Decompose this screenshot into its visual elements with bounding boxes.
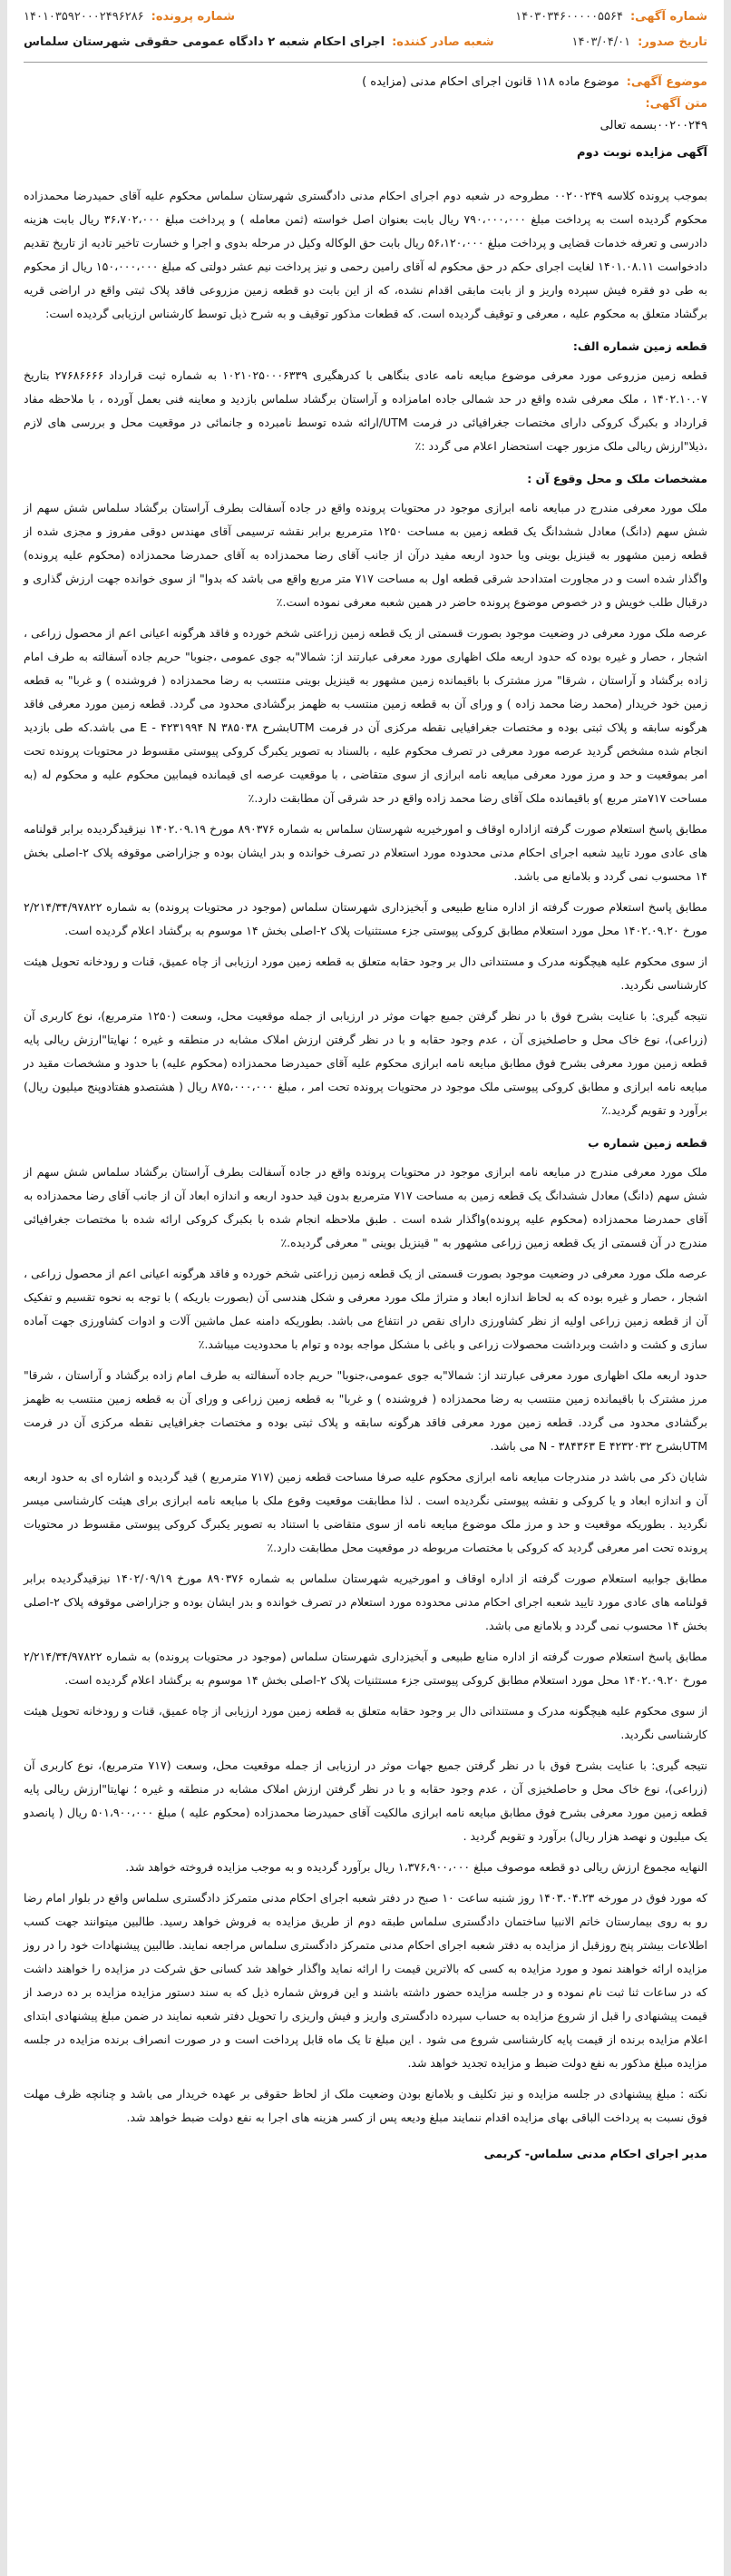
notice-text-label-row — [24, 93, 707, 115]
body-paragraph-note: نکته : مبلغ پیشنهادی در جلسه مزایده و نیز تکلیف و بلامانع بودن وضعیت ملک از لحاظ حقوقی بر عهده خریدار می باشد و چنانچه ظرف مهلت فوق نسبت به پرداخت الباقی بهای مزایده اقدام ننمایند مبلغ ودیعه پس از کسر هزینه های اجرا به نفع دولت ضبط خواهد شد. — [24, 2087, 707, 2124]
case-number-label: شماره پرونده: — [151, 10, 236, 24]
notice-subject-value: موضوع ماده ۱۱۸ قانون اجرای احکام مدنی (مزایده ) — [362, 75, 619, 89]
body-paragraph-plot-b-location: ملک مورد معرفی مندرج در مبایعه نامه ابرازی موجود در محتویات پرونده واقع در جاده آسفالت بطرف آراستان برگشاد سلماس شش سهم از شش سهم (دانگ) معادل ششدانگ یک قطعه زمین به مساحت ۷۱۷ مترمربع بدون قید حدود اربعه و اندازه ابعاد آن از جانب آقای رضا محمدزاده به آقای حمدرضا محمدزاده (محکوم علیه پرونده)واگذار شده است . طبق ملاحظه انجام شده با بکبرگ کروکی ارائه شده با مختصات جغرافیائی مندرج در آن قسمتی از یک قطعه زمین زراعی مشهور به " قینزیل بوینی " معرفی گردیده.٪ — [24, 1165, 707, 1249]
notice-subject-label: موضوع آگهی: — [626, 75, 707, 89]
body-paragraph-plot-a-summary: قطعه زمین مزروعی مورد معرفی موضوع مبایعه نامه عادی بنگاهی با کدرهگیری ۱۰۲۱۰۲۵۰۰۰۶۳۳۹ به شماره ثبت قرارداد ۲۷۶۸۶۶۶۶ بتاریخ ۱۴۰۲.۱۰.۰۷ ، ملک معرفی شده واقع در حد شمالی جاده امامزاده و آراستان برگشاد سلماس بازدید و معاینه فنی بعمل آورده ، با ملاحظه مفاد قرارداد و بکبرگ کروکی دارای مختصات جغرافیائی در فرمت UTM/ارائه شده توسط نامبرده و جانمائی در موقعیت محل و بررسی های لازم ،ذیلا"ارزش ریالی ملک مزبور جهت استحضار اعلام می گردد :٪ — [24, 368, 707, 453]
body-paragraph-intro: بموجب پرونده کلاسه ۰۰۲۰۰۲۴۹ مطروحه در شعبه دوم اجرای احکام مدنی دادگستری شهرستان سلماس محکوم علیه آقای حمیدرضا محمدزاده محکوم گردیده است به پرداخت مبلغ ۷۹۰،۰۰۰،۰۰۰ ریال بابت بعنوان اصل خواسته (ثمن معامله ) و پرداخت مبلغ ۳۶،۷۰۲،۰۰۰ ریال بابت هزینه دادرسی و تعرفه خدمات قضایی و پرداخت مبلغ ۵۶،۱۲۰،۰۰۰ ریال بابت حق الوکاله وکیل در مرحله بدوی و اجرا و خسارت تاخیر تادیه از تاریخ تقدیم دادخواست ۱۴۰۱.۰۸.۱۱ لغایت اجرای حکم در حق محکوم له آقای رامین رحمی و نیز پرداخت نیم عشر دولتی که مبلغ ۱۵۰،۰۰۰،۰۰۰ ریال از محکوم به طی دو فقره فیش سپرده واریز و از بابت مابقی اقدام نشده، که از این بابت دو قطعه زمین مزروعی فاقد پلاک ثبتی واقع در اراضی قریه برگشاد متعلق به محکوم علیه ، معرفی و توقیف گردیده است. که قطعات مذکور توقیف و به شرح ذیل توسط کارشناس ارزیابی گردیده است: — [24, 189, 708, 320]
notice-sheet — [7, 0, 724, 2576]
notice-reference — [24, 115, 707, 137]
case-number-value: ۱۴۰۱۰۳۵۹۲۰۰۰۲۴۹۶۲۸۶ — [24, 10, 144, 24]
body-paragraph-plot-b-conclusion: نتیجه گیری: با عنایت بشرح فوق با در نظر گرفتن جمیع جهات موثر در ارزیابی از جمله موقعیت محل، وسعت (۷۱۷ مترمربع)، نوع کاربری آن (زراعی)، نوع خاک محل و حاصلخیزی آن ، عدم وجود حقابه و با در نظر گرفتن ارزش املاک مشابه در منطقه و غیره ؛ نهایتا"ارزش ریالی پایه قطعه زمین مورد معرفی بشرح فوق مطابق مبایعه نامه ابرازی مالکیت آقای حمیدرضا محمدزاده (محکوم علیه ) مبلغ ۵۰۱،۹۰۰،۰۰۰ ریال ( پانصدو یک میلیون و نهصد هزار ریال) برآورد و تقویم گردید . — [24, 1758, 707, 1843]
body-paragraph-plot-a-endowment: مطابق پاسخ استعلام صورت گرفته ازاداره اوقاف و امورخیریه شهرستان سلماس به شماره ۸۹۰۳۷۶ مورخ ۱۴۰۲.۰۹.۱۹ نیزقیدگردیده برابر قولنامه های عادی مورد تایید شعبه اجرای احکام مدنی محدوده مورد استعلام در تصرف خوانده و بدر ایشان بوده و جزاراضی موقوفه پلاک ۲-اصلی بخش ۱۴ محسوب نمی گردد و بلامانع می باشد. — [24, 822, 707, 883]
body-paragraph-plot-b-natural-resources: مطابق پاسخ استعلام صورت گرفته از اداره منابع طبیعی و آبخیزداری شهرستان سلماس (موجود در محتویات پرونده) به شماره ۲/۲۱۴/۳۴/۹۷۸۲۲ مورخ ۱۴۰۲.۰۹.۲۰ محل مورد استعلام مطابق کروکی پیوستی جزء مستثنیات پلاک ۲-اصلی بخش ۱۴ موسوم به برگشاد اعلام گردیده است. — [24, 1650, 707, 1687]
body-paragraph-plot-a-natural-resources: مطابق پاسخ استعلام صورت گرفته از اداره منابع طبیعی و آبخیزداری شهرستان سلماس (موجود در محتویات پرونده) به شماره ۲/۲۱۴/۳۴/۹۷۸۲۲ مورخ ۱۴۰۲.۰۹.۲۰ محل مورد استعلام مطابق کروکی پیوستی جزء مستثنیات پلاک ۲-اصلی بخش ۱۴ موسوم به برگشاد اعلام گردیده است. — [24, 900, 707, 937]
notice-text-label: متن آگهی: — [645, 97, 707, 111]
notice-number-value: ۱۴۰۳۰۳۴۶۰۰۰۰۰۵۵۶۴ — [515, 10, 623, 24]
body-paragraph-plot-b-boundaries: حدود اربعه ملک اظهاری مورد معرفی عبارتند از: شمالا"به جوی عمومی،جنوبا" حریم جاده آسفالته به طرف امام زاده برگشاد و آراستان ، شرقا" مرز مشترک با باقیمانده زمین منتسب به رضا محمدزاده ( فروشنده ) و غربا" به قطعه زمین زراعی و ورای آن به قطعه زمین منتسب به ظهمز برگشادی محدود می گردد. قطعه زمین مورد معرفی فاقد هرگونه سابقه و پلاک ثبتی بوده و مختصات جغرافیایی نقطه مرکزی آن در فرمت UTMبشرح ۴۲۳۲۰۳۲ N - ۳۸۴۳۶۳ E می باشد. — [24, 1368, 707, 1453]
body-paragraph-plot-b-note: شایان ذکر می باشد در مندرجات مبایعه نامه ابرازی محکوم علیه صرفا مساحت قطعه زمین (۷۱۷ مترمربع ) قید گردیده و اشاره ای به حدود اربعه آن و اندازه ابعاد و یا کروکی و نقشه پیوستی نگردیده است . لذا مطابقت موقعیت وقوع ملک با مبایعه نامه ابرازی برای هیئت کارشناسی میسر نگردید . بطوریکه موقعیت و حد و مرز ملک موضوع مبایعه نامه از سوی متقاضی با استناد به تصویر یکبرگ کروکی پیوستی مقسوط در محتویات پرونده تحت امر معرفی گردید که کروکی با مختصات مربوطه در موقعیت محل مطابقت دارد.٪ — [24, 1470, 708, 1554]
body-paragraph-plot-b-endowment: مطابق جوابیه استعلام صورت گرفته از اداره اوقاف و امورخیریه شهرستان سلماس به شماره ۸۹۰۳۷۶ مورخ ۱۴۰۲/۰۹/۱۹ نیزقیدگردیده برابر قولنامه های عادی مورد تایید شعبه اجرای احکام مدنی محدوده مورد استعلام در تصرف خوانده و بدر ایشان بوده و جزاراضی موقوفه پلاک ۲-اصلی بخش ۱۴ محسوب نمی گردد و بلامانع می باشد. — [24, 1572, 707, 1632]
notice-number-label: شماره آگهی: — [629, 10, 707, 24]
issue-date-value: ۱۴۰۳/۰۴/۰۱ — [571, 35, 631, 49]
body-paragraph-plot-a-conclusion: نتیجه گیری: با عنایت بشرح فوق با در نظر گرفتن جمیع جهات موثر در ارزیابی از جمله موقعیت محل، وسعت (۱۲۵۰ مترمربع)، نوع کاربری آن (زراعی)، نوع خاک محل و حاصلخیزی آن ، عدم وجود حقابه و با در نظر گرفتن ارزش املاک مشابه در منطقه و غیره ؛ نهایتا"ارزش ریالی پایه قطعه زمین مورد معرفی بشرح فوق مطابق مبایعه نامه ابرازی محکوم علیه آقای حمیدرضا محمدزاده (محکوم علیه) با حدود و مشخصات مقید در مبایعه نامه ابرازی و مطابق کروکی پیوستی ملک موجود در محتویات پرونده تحت امر ، مبلغ ۸۷۵،۰۰۰،۰۰۰ ریال ( هشتصدو هفتادوپنج میلیون ریال) برآورد و تقویم گردید.٪ — [24, 1009, 707, 1117]
issuing-branch-value: اجرای احکام شعبه ۲ دادگاه عمومی حقوقی شهرستان سلماس — [24, 35, 385, 49]
body-paragraph-plot-a-location: ملک مورد معرفی مندرج در مبایعه نامه ابرازی موجود در محتویات پرونده واقع در جاده آسفالت بطرف آراستان برگشاد سلماس شش سهم از شش سهم (دانگ) معادل ششدانگ یک قطعه زمین به مساحت ۱۲۵۰ مترمربع برابر نقشه ترسیمی آقای مهندس دوقی مفروز و مجزی شده از قطعه زمین مشهور به قینزیل بوینی ویا حدود اربعه مفید درآن از جانب آقای رضا محمدزاده به آقای حمدرضا محمدزاده (محکوم علیه پرونده) واگذار شده است و در مجاورت امتدادحد شرقی قطعه اول به مساحت ۷۱۷ متر مربع واقع می باشد که بدوا" از سوی خوانده جهت ارزش گذاری و درقبال طلب خویش و در خصوص موضوع پرونده حاضر در همین شعبه معرفی نموده است.٪ — [24, 501, 707, 609]
signature: مدیر اجرای احکام مدنی سلماس- کربمی — [483, 2147, 707, 2160]
body-paragraph-plot-b-condition: عرصه ملک مورد معرفی در وضعیت موجود بصورت قسمتی از یک قطعه زمین زراعتی شخم خورده و فاقد هرگونه اعیانی اعم از محصول زراعی ، اشجار ، حصار و غیره بوده که به لحاظ اندازه ابعاد و متراژ ملک مورد معرفی و شکل هندسی آن (بصورت باریکه ) با توجه به نحوه تقسیم و تفکیک آن از قطعه زمین زراعی اولیه از نظر کشاورزی دارای نقص در انتفاع می باشد. بطوریکه دامنه عمل ماشین آلات و ادوات کشاورزی جهت آماده سازی و کشت و داشت وبرداشت محصولات زراعی و باغی با مشکل مواجه بوده و توام با محدودیت میباشد.٪ — [24, 1267, 707, 1351]
body-paragraph-plot-a-boundaries: عرصه ملک مورد معرفی در وضعیت موجود بصورت قسمتی از یک قطعه زمین زراعتی شخم خورده و فاقد هرگونه اعیانی اعم از محصول زراعی ، اشجار ، حصار و غیره بوده که حدود اربعه ملک اظهاری مورد معرفی عبارتند از: شمالا"به جوی عمومی ،جنوبا" حریم جاده آسفالته به طرف امام زاده برگشاد و آراستان ، شرقا" مرز مشترک با باقیمانده زمین مشهور به قینزیل بوینی منتسب به رضا محمدزاده ( فروشنده ) و غربا" به قطعه زمین خود خریدار (محمد رضا محمد زاده ) و ورای آن به قطعه زمین منتسب به ظهمز برگشادی محدود می گردد. قطعه زمین مورد معرفی فاقد هرگونه سابقه و پلاک ثبتی بوده و مختصات جغرافیایی نقطه مرکزی آن در فرمت UTMبشرح ۳۸۵۰۳۸ E - ۴۲۳۱۹۹۴ N می باشد.که طی بازدید انجام شده مشخص گردید عرصه مورد معرفی در تصرف محکوم علیه ، بالسناد به تصویر یکبرگ کروکی پیوستی مقسوط در محتویات پرونده تحت امر بموقعیت و حد و مرز مورد معرفی مبایعه نامه ابرازی از سوی متقاضی ، با موقعیت عرصه ای قیمانده فیمابین محکوم علیه و محکوم له (به مساحت ۷۱۷متر مربع )و باقیمانده ملک آقای رضا محمد زاده واقع در حد شرقی آن مطابقت دارد.٪ — [24, 626, 707, 805]
body-paragraph-plot-a-water-rights: از سوی محکوم علیه هیچگونه مدرک و مستنداتی دال بر وجود حقابه متعلق به قطعه زمین مورد ارزیابی از چاه عمیق، قنات و رودخانه تحویل هیئت کارشناسی نگردید. — [24, 955, 707, 992]
notice-reference-value: ۰۰۲۰۰۲۴۹بسمه تعالی — [599, 119, 707, 132]
section-heading-plot-b: قطعه زمین شماره ب — [588, 1136, 707, 1150]
notice-body — [24, 171, 707, 2166]
notice-title: آگهی مزایده نوبت دوم — [577, 146, 707, 160]
notice-header — [24, 7, 707, 63]
body-paragraph-plot-b-water-rights: از سوی محکوم علیه هیچگونه مدرک و مستنداتی دال بر وجود حقابه متعلق به قطعه زمین مورد ارزیابی از چاه عمیق، قنات و رودخانه تحویل هیئت کارشناسی نگردید. — [24, 1704, 707, 1741]
notice-number — [515, 7, 707, 27]
section-heading-property-specs: مشخصات ملک و محل وقوع آن : — [527, 472, 707, 485]
issue-date-label: تاریخ صدور: — [638, 35, 707, 49]
issuing-branch — [24, 33, 494, 53]
notice-meta — [24, 63, 707, 164]
case-number — [24, 7, 235, 27]
body-paragraph-total-value: النهایه مجموع ارزش ریالی دو قطعه موصوف مبلغ ۱،۳۷۶،۹۰۰،۰۰۰ ریال برآورد گردیده و به موجب مزایده فروخته خواهد شد. — [125, 1860, 707, 1874]
body-paragraph-auction-terms: که مورد فوق در مورخه ۱۴۰۳.۰۴.۲۳ روز شنبه ساعت ۱۰ صبح در دفتر شعبه اجرای احکام مدنی متمرکز دادگستری سلماس واقع در بلوار امام رضا رو به روی بیمارستان خاتم الانبیا ساختمان دادگستری سلماس طبقه دوم از طریق مزایده به فروش خواهد رسید. طالبین میتوانند جهت کسب اطلاعات بیشتر پنج روزقبل از مزایده به دفتر شعبه اجرای احکام مدنی متمرکز دادگستری سلماس مراجعه نمایند. طالبین پیشنهادات خود را در روز مزایده ارائه خواهند نمود و مورد مزایده به کسی که بالاترین قیمت را ارائه نماید واگذار خواهد شد کسانی حق شرکت در مزایده را خواهند داشت که در ساعات ثنا ثبت نام نموده و در جلسه مزایده حضور داشته باشند و این فروش شماره ذیل که به سند دستور مزایده مزایده بر ده درصد از قیمت پیشنهادی را قبل از شروع مزایده به حساب سپرده دادگستری واریز و فیش واریزی را تحویل دفتر شعبه نمایند در ضمن مبلغ پیشنهادی ابتدای اعلام مزایده برنده از قیمت پایه کارشناسی شروع می شود . این مبلغ تا یک ماه قابل پرداخت است و در صورت انصراف برنده مزایده در جلسه مزایده مبلغ مذکور به نفع دولت ضبط و مزایده تجدید خواهد شد. — [24, 1891, 707, 2070]
header-row-numbers — [24, 7, 707, 27]
section-heading-plot-a: قطعه زمین شماره الف: — [572, 339, 707, 353]
issue-date — [572, 33, 707, 53]
notice-subject — [24, 72, 707, 93]
header-row-issue — [24, 33, 707, 53]
issuing-branch-label: شعبه صادر کننده: — [392, 35, 494, 49]
